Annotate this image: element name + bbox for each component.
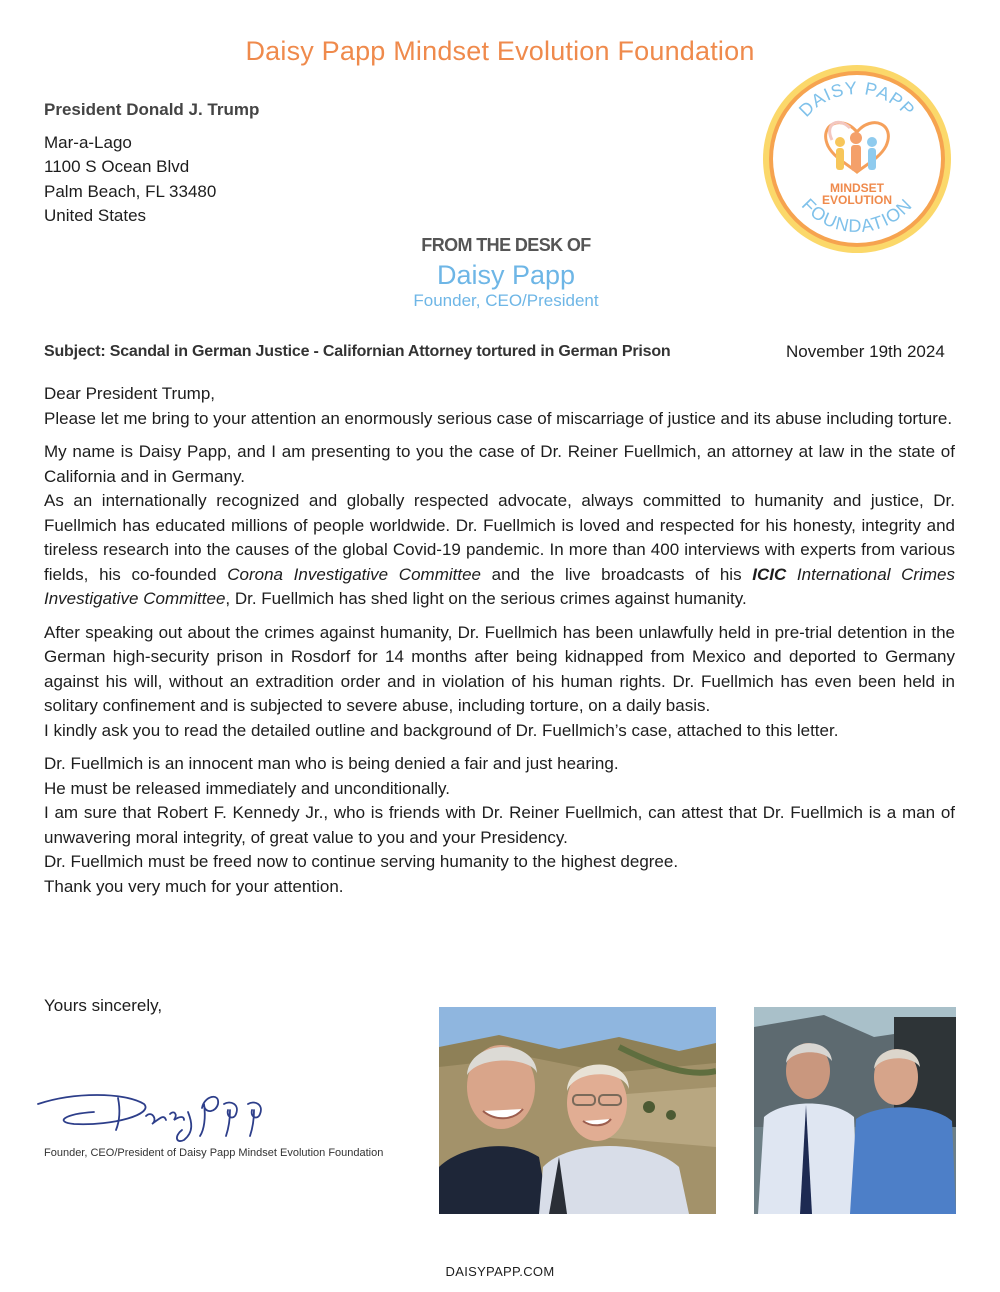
committee-name: Corona Investigative Committee (227, 564, 481, 584)
logo-mindset-text: MINDSET (830, 181, 884, 195)
subject-line: Subject: Scandal in German Justice - Californian Attorney tortured in German Prison (44, 343, 671, 360)
recipient-address-block (44, 98, 259, 229)
paragraph-text: As an internationally recognized and globally respected advocate, always committed to humanity and justice, Dr. Fuellmich has educated millions of people worldwide. Dr. Fuellmich is loved and respected for his honesty, integrity and tireless research into the causes of the global Covid-19 pandemic. In more than 400 interviews with experts from various fields, his co-founded (44, 491, 955, 584)
recipient-name: President Donald J. Trump (44, 100, 260, 119)
icic-acronym: ICIC (752, 564, 787, 584)
paragraph-text: and the live broadcasts of his (481, 564, 753, 584)
photo-hillside-selfie (439, 1007, 716, 1214)
paragraph: Please let me bring to your attention an enormously serious case of miscarriage of justice and its abuse including torture. (44, 408, 953, 428)
address-line: 1100 S Ocean Blvd (44, 157, 190, 176)
desk-sender-name: Daisy Papp (436, 260, 576, 290)
paragraph: After speaking out about the crimes against humanity, Dr. Fuellmich has been unlawfully held in pre-trial detention in the German high-security prison in Rosdorf for 14 months after being kidnapped from Mexico and deported to Germany against his will, without an extradition order and in violation of his human rights. Dr. Fuellmich has even been held in solitary confinement and is subjected to severe abuse, including torture, on a daily basis. (44, 622, 955, 715)
paragraph (44, 489, 955, 612)
paragraph: He must be released immediately and unconditionally. (44, 778, 451, 798)
organization-title: Daisy Papp Mindset Evolution Foundation (245, 36, 755, 66)
paragraph: My name is Daisy Papp, and I am presenting to you the case of Dr. Reiner Fuellmich, an attorney at law in the state of California and in Germany. (44, 442, 955, 486)
photo-two-men-standing (754, 1007, 956, 1214)
footer-website: DAISYPAPP.COM (445, 1264, 555, 1279)
logo-top-text: DAISY PAPP (794, 77, 920, 121)
foundation-logo (760, 62, 954, 256)
address-line: Mar-a-Lago (44, 132, 132, 152)
address-line: Palm Beach, FL 33480 (44, 181, 217, 201)
address-line: United States (44, 206, 147, 225)
salutation: Dear President Trump, (44, 384, 216, 403)
paragraph: Dr. Fuellmich is an innocent man who is being denied a fair and just hearing. (44, 754, 619, 773)
signature-caption: Founder, CEO/President of Daisy Papp Mindset Evolution Foundation (44, 1147, 384, 1159)
letter-body (44, 382, 955, 899)
paragraph: I kindly ask you to read the detailed outline and background of Dr. Fuellmich’s case, attached to this letter. (44, 720, 839, 740)
committee-name: International Crimes Investigative Committee (44, 564, 955, 608)
from-desk-block (300, 235, 712, 311)
logo-evolution-text: EVOLUTION (821, 193, 893, 207)
paragraph-text: , Dr. Fuellmich has shed light on the serious crimes against humanity. (225, 589, 747, 608)
desk-sender-role: Founder, CEO/President (413, 291, 599, 310)
logo-bottom-text: FOUNDATION (797, 194, 917, 237)
from-desk-label: FROM THE DESK OF (421, 235, 591, 255)
closing: Yours sincerely, (44, 996, 163, 1015)
letter-date: November 19th 2024 (786, 342, 945, 361)
paragraph: Dr. Fuellmich must be freed now to continue serving humanity to the highest degree. (44, 852, 679, 871)
paragraph: I am sure that Robert F. Kennedy Jr., who is friends with Dr. Reiner Fuellmich, can attest that Dr. Fuellmich is a man of unwavering moral integrity, of great value to you and your Presidency. (44, 803, 955, 847)
handwritten-signature (34, 1074, 284, 1146)
paragraph: Thank you very much for your attention. (44, 876, 344, 896)
